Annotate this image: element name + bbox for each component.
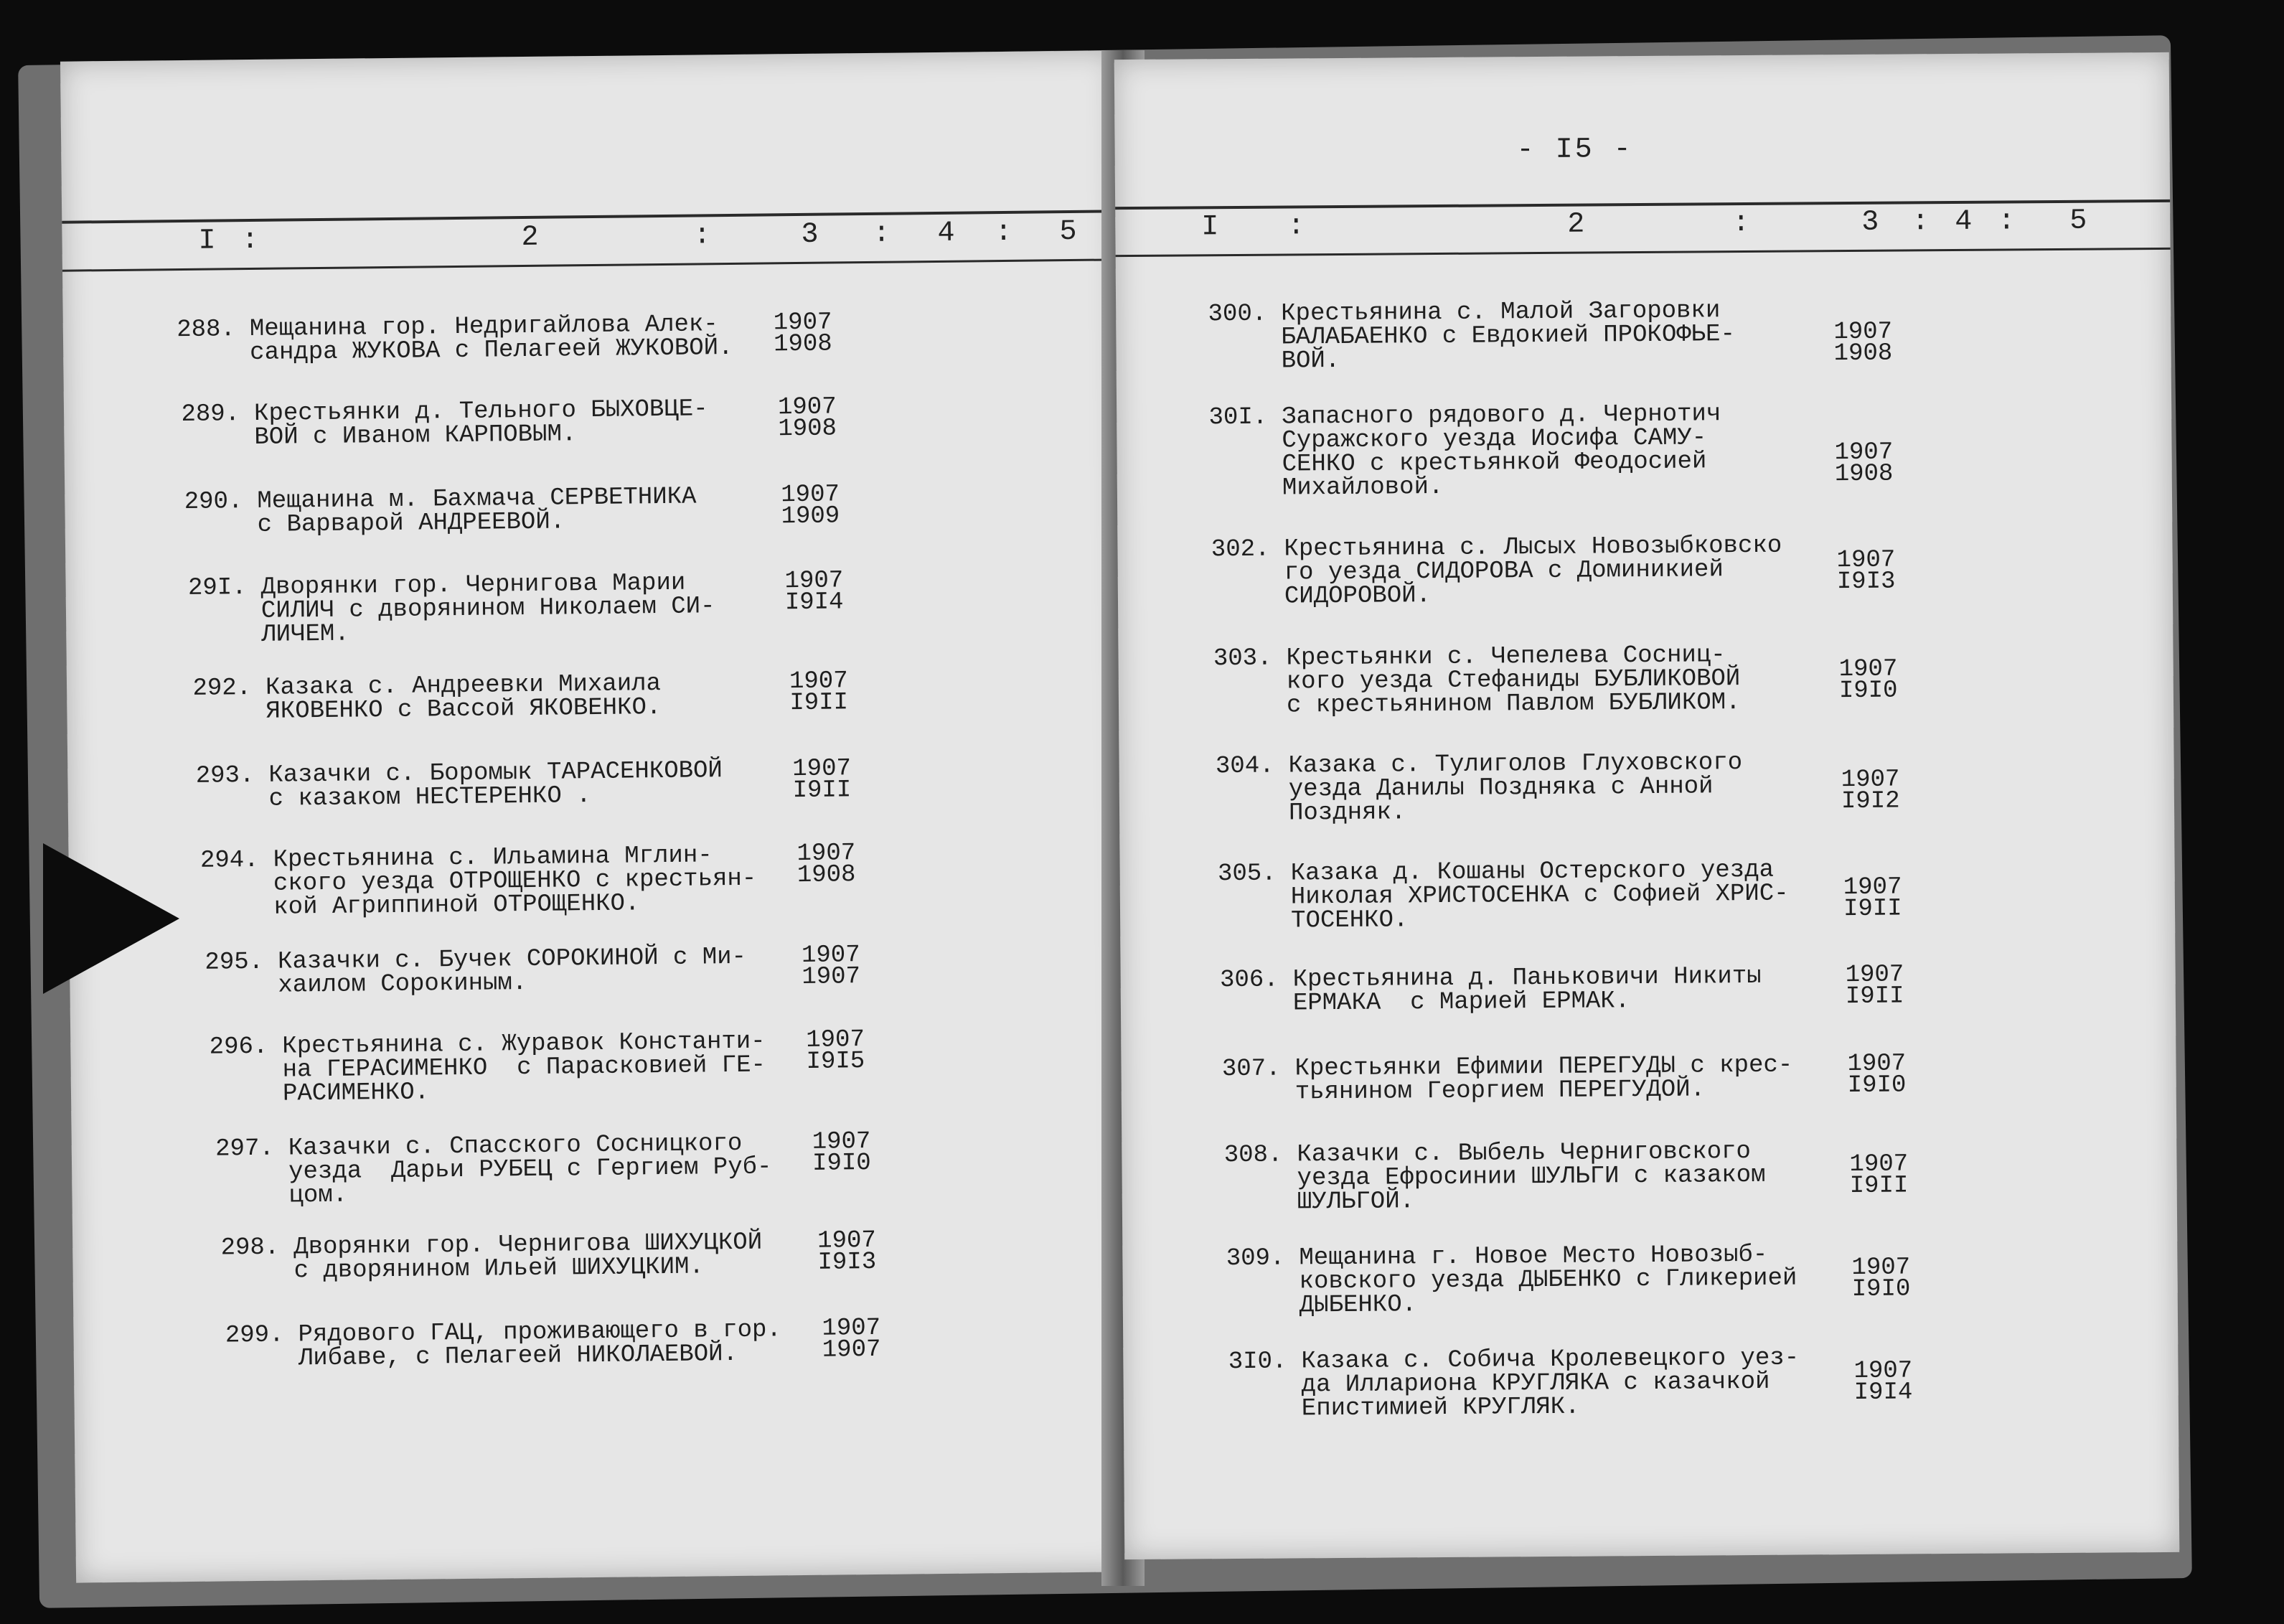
entry-number: 290.	[184, 488, 243, 516]
entry-text: Крестьянина с. Ильамина Мглин- ского уезда ОТРОЩЕНКО с крестьян- кой Агриппиной ОТРОЩЕНКО.	[273, 842, 757, 921]
header-rule-bottom	[1116, 248, 2171, 257]
right-page	[1114, 52, 2180, 1559]
entry-text: Рядового ГАЦ, проживающего в гор. Либаве, с Пелагеей НИКОЛАЕВОЙ.	[298, 1316, 782, 1373]
col-sep: :	[1732, 207, 1752, 240]
left-page	[60, 50, 1131, 1582]
entry-number: 30I.	[1208, 403, 1268, 432]
entry-text: Казака д. Кошаны Остерского уезда Николая ХРИСТОСЕНКА с Софией ХРИС- ТОСЕНКО.	[1290, 856, 1789, 935]
entry-number: 307.	[1221, 1055, 1281, 1084]
entry-years: 1907 I9II	[792, 755, 852, 805]
col-sep: :	[995, 216, 1014, 250]
col-1-label: I	[198, 225, 217, 258]
entry-text: Казачки с. Боромык ТАРАСЕНКОВОЙ с казаком НЕСТЕРЕНКО .	[268, 757, 723, 813]
entry-text: Крестьянина д. Паньковичи Никиты ЕРМАКА с Марией ЕРМАК.	[1292, 962, 1762, 1018]
entry-text: Казака с. Собича Кролевецкого уез- да Иллариона КРУГЛЯКА с казачкой Епистимией КРУГЛЯК.	[1301, 1344, 1800, 1423]
entry-text: Мещанина м. Бахмача СЕРВЕТНИКА с Варварой АНДРЕЕВОЙ.	[257, 483, 697, 539]
col-sep: :	[873, 217, 892, 250]
entry-number: 299.	[225, 1321, 284, 1350]
entry-years: 1907 I9I3	[817, 1226, 877, 1277]
entry-text: Крестьянина с. Журавок Константи- на ГЕРАСИМЕНКО с Парасковией ГЕ- РАСИМЕНКО.	[282, 1028, 766, 1108]
entry-years: 1907 I9I0	[1847, 1050, 1907, 1100]
entry-years: 1907 1907	[801, 942, 861, 992]
entry-years: 1907 I9I0	[1851, 1254, 1911, 1304]
entry-number: 296.	[209, 1033, 268, 1061]
col-3-label: 3	[1861, 206, 1881, 239]
entry-number: 305.	[1217, 860, 1277, 888]
entry-text: Крестьянина с. Малой Загоровки БАЛАБАЕНКО с Евдокией ПРОКОФЬЕ- ВОЙ.	[1281, 297, 1736, 375]
col-sep: :	[1998, 205, 2017, 238]
entry-number: 293.	[195, 761, 255, 790]
page-number: - I5 -	[1516, 133, 1633, 167]
entry-years: 1907 I9II	[1843, 873, 1902, 924]
col-sep: :	[693, 220, 713, 253]
header-rule-bottom	[62, 258, 1117, 271]
entry-number: 306.	[1219, 966, 1279, 995]
entry-text: Казачки с. Спасского Сосницкого уезда Дарьи РУБЕЦ с Гергием Руб- цом.	[288, 1130, 772, 1210]
entry-number: 302.	[1211, 535, 1270, 564]
entry-years: 1907 1908	[1834, 438, 1894, 489]
entry-number: 309.	[1226, 1244, 1285, 1273]
entry-number: 298.	[220, 1234, 280, 1262]
col-sep: :	[1287, 210, 1307, 243]
col-4-label: 4	[1955, 205, 1974, 238]
entry-years: 1907 I9II	[789, 667, 849, 718]
entry-years: 1907 1908	[777, 393, 837, 443]
entry-text: Крестьянки Ефимии ПЕРЕГУДЫ с крес- тьянином Георгием ПЕРЕГУДОЙ.	[1294, 1051, 1793, 1107]
entry-number: 289.	[181, 400, 240, 429]
entry-number: 288.	[177, 316, 236, 344]
entry-text: Казака с. Тулиголов Глуховского уезда Данилы Поздняка с Анной Поздняк.	[1288, 749, 1743, 827]
page-tab-notch	[43, 843, 179, 994]
entry-years: 1907 I9II	[1849, 1150, 1909, 1201]
entry-number: 295.	[205, 948, 264, 977]
col-4-label: 4	[937, 217, 957, 250]
entry-number: 308.	[1223, 1141, 1283, 1170]
col-1-label: I	[1201, 211, 1221, 244]
entry-number: 292.	[192, 675, 252, 703]
col-sep: :	[241, 224, 260, 258]
entry-text: Казачки с. Выбель Черниговского уезда Ефросинии ШУЛЬГИ с казаком ШУЛЬГОЙ.	[1297, 1138, 1766, 1216]
entry-years: 1907 1907	[822, 1314, 881, 1364]
entry-number: 3I0.	[1228, 1348, 1287, 1376]
entry-text: Мещанина г. Новое Место Новозыб- ковского уезда ДЫБЕНКО с Гликерией ДЫБЕНКО.	[1299, 1241, 1797, 1320]
col-5-label: 5	[1059, 215, 1078, 249]
column-header	[60, 50, 1115, 258]
entry-text: Крестьянки д. Тельного БЫХОВЦЕ- ВОЙ с Иваном КАРПОВЫМ.	[253, 395, 708, 451]
entry-years: 1907 I9I5	[806, 1026, 865, 1076]
col-sep: :	[1912, 206, 1931, 239]
entry-years: 1907 I9I4	[784, 567, 844, 617]
entry-number: 297.	[215, 1135, 275, 1163]
entry-text: Крестьянина с. Лысых Новозыбковско го уезда СИДОРОВА с Доминикией СИДОРОВОЙ.	[1284, 532, 1782, 611]
col-2-label: 2	[521, 221, 540, 255]
entry-years: 1907 I9II	[1845, 961, 1904, 1011]
entry-number: 294.	[199, 846, 259, 875]
header-rule-top	[62, 210, 1117, 223]
entry-years: 1907 I9I4	[1853, 1357, 1913, 1407]
col-3-label: 3	[801, 218, 820, 251]
entry-years: 1907 1908	[773, 309, 832, 359]
entry-years: 1907 I9I0	[1838, 655, 1898, 705]
col-5-label: 5	[2069, 205, 2089, 238]
entry-number: 29I.	[187, 574, 247, 602]
entry-number: 300.	[1208, 300, 1267, 329]
entry-number: 303.	[1213, 644, 1272, 673]
entry-years: 1907 I9I0	[812, 1128, 871, 1178]
entry-text: Дворянки гор. Чернигова ШИХУЦКОЙ с дворянином Ильей ШИХУЦКИМ.	[293, 1229, 763, 1285]
entry-text: Казачки с. Бучек СОРОКИНОЙ с Ми- хаилом Сорокиным.	[277, 943, 747, 1000]
entry-text: Запасного рядового д. Чернотич Суражского уезда Иосифа САМУ- СЕНКО с крестьянкой Феодосией Михайловой.	[1282, 400, 1721, 502]
entry-years: 1907 1908	[796, 840, 856, 890]
entry-text: Крестьянки с. Чепелева Сосниц- кого уезда Стефаниды БУБЛИКОВОЙ с крестьянином Павлом БУБЛИКОМ.	[1286, 642, 1741, 720]
entry-years: 1907 1909	[781, 481, 840, 531]
col-2-label: 2	[1567, 208, 1587, 241]
entry-text: Дворянки гор. Чернигова Марии СИЛИЧ с дворянином Николаем СИ- ЛИЧЕМ.	[260, 569, 715, 649]
entry-text: Мещанина гор. Недригайлова Алек- сандра ЖУКОВА с Пелагеей ЖУКОВОЙ.	[249, 311, 733, 367]
entry-years: 1907 1908	[1833, 318, 1893, 368]
entry-years: 1907 I9I2	[1841, 766, 1900, 816]
entry-text: Казака с. Андреевки Михаила ЯКОВЕНКО с Вассой ЯКОВЕНКО.	[265, 670, 662, 726]
entry-number: 304.	[1215, 752, 1274, 781]
entry-years: 1907 I9I3	[1836, 546, 1896, 596]
